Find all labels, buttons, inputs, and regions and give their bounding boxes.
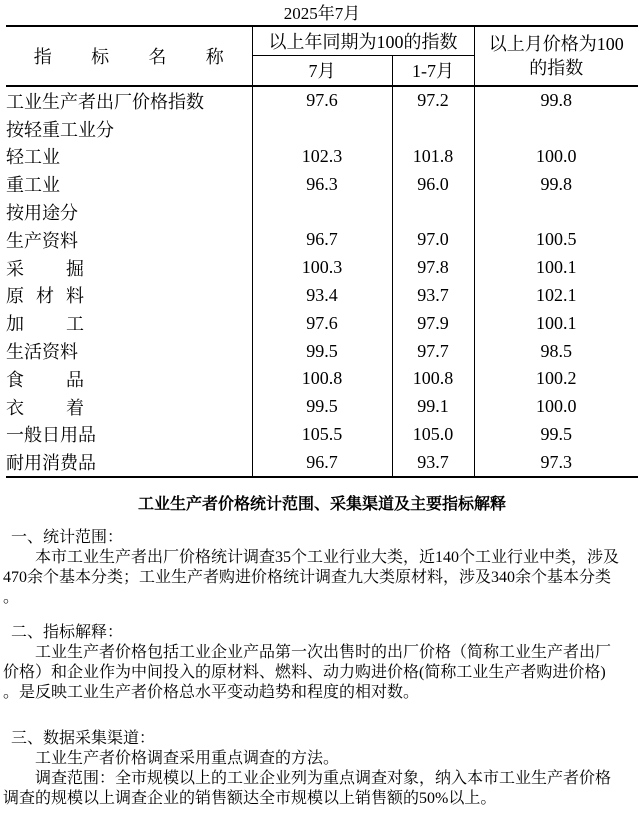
table-header bbox=[6, 26, 638, 86]
table-row bbox=[6, 448, 638, 477]
row-value: 99.8 bbox=[474, 170, 638, 198]
notes bbox=[0, 528, 644, 809]
row-value: 93.4 bbox=[252, 282, 392, 310]
note-section-heading: 二、指标解释： bbox=[11, 624, 124, 642]
row-value: 105.5 bbox=[252, 421, 392, 449]
row-value: 97.3 bbox=[474, 448, 638, 477]
header-indicator-name: 指标名称 bbox=[33, 47, 224, 67]
row-value: 100.1 bbox=[474, 309, 638, 337]
note-section-collection bbox=[3, 729, 641, 809]
row-value: 100.8 bbox=[392, 365, 474, 393]
row-value: 97.0 bbox=[392, 226, 474, 254]
row-value: 102.1 bbox=[474, 282, 638, 310]
note-line: 470余个基本分类；工业生产者购进价格统计调查九大类原材料，涉及340余个基本分类 bbox=[3, 569, 612, 587]
row-value bbox=[392, 198, 474, 226]
row-label: 耐用消费品 bbox=[6, 453, 96, 474]
row-value: 97.6 bbox=[252, 309, 392, 337]
row-value: 99.5 bbox=[252, 337, 392, 365]
header-yoy-group: 以上年同期为100的指数 bbox=[252, 26, 474, 55]
table-row bbox=[6, 337, 638, 365]
row-value: 96.7 bbox=[252, 448, 392, 477]
note-line: 工业生产者价格调查采用重点调查的方法。 bbox=[3, 750, 340, 768]
row-value: 98.5 bbox=[474, 337, 638, 365]
table-body bbox=[6, 86, 638, 477]
row-value bbox=[252, 198, 392, 226]
row-value bbox=[392, 115, 474, 143]
header-row-1 bbox=[6, 26, 638, 55]
row-label: 按用途分 bbox=[6, 203, 78, 224]
table-row bbox=[6, 309, 638, 337]
row-value: 97.6 bbox=[252, 86, 392, 115]
row-label: 一般日用品 bbox=[6, 425, 96, 446]
row-label: 食品 bbox=[6, 369, 84, 390]
header-mom-line2: 的指数 bbox=[529, 58, 584, 78]
note-line: 工业生产者价格包括工业企业产品第一次出售时的出厂价格（简称工业生产者出厂 bbox=[3, 644, 612, 662]
note-line: 调查的规模以上调查企业的销售额达全市规模以上销售额的50%以上。 bbox=[3, 790, 497, 808]
header-july: 7月 bbox=[252, 55, 392, 86]
row-label: 采掘 bbox=[6, 258, 84, 279]
table-row bbox=[6, 282, 638, 310]
table-row bbox=[6, 170, 638, 198]
header-mom-line1: 以上月价格为100 bbox=[488, 34, 624, 54]
row-value: 97.2 bbox=[392, 86, 474, 115]
row-value: 93.7 bbox=[392, 282, 474, 310]
row-label: 按轻重工业分 bbox=[6, 119, 114, 140]
row-value: 100.8 bbox=[252, 365, 392, 393]
note-line: 本市工业生产者出厂价格统计调查35个工业行业大类，近140个工业行业中类，涉及 bbox=[3, 549, 620, 567]
row-value: 100.5 bbox=[474, 226, 638, 254]
row-value: 105.0 bbox=[392, 421, 474, 449]
table-row bbox=[6, 393, 638, 421]
table-row bbox=[6, 254, 638, 282]
row-value: 102.3 bbox=[252, 143, 392, 171]
note-line: 。是反映工业生产者价格总水平变动趋势和程度的相对数。 bbox=[3, 684, 420, 702]
row-label: 生活资料 bbox=[6, 342, 78, 363]
note-section-scope bbox=[3, 528, 641, 608]
row-label: 衣着 bbox=[6, 397, 84, 418]
table-row bbox=[6, 115, 638, 143]
row-label: 重工业 bbox=[6, 175, 60, 196]
notes-title: 工业生产者价格统计范围、采集渠道及主要指标解释 bbox=[137, 496, 506, 514]
row-value: 101.8 bbox=[392, 143, 474, 171]
row-value: 97.8 bbox=[392, 254, 474, 282]
row-value: 100.3 bbox=[252, 254, 392, 282]
note-section-definitions bbox=[3, 623, 641, 703]
row-label: 加工 bbox=[6, 314, 84, 335]
row-value: 97.9 bbox=[392, 309, 474, 337]
table-row bbox=[6, 198, 638, 226]
row-value: 96.3 bbox=[252, 170, 392, 198]
row-value: 100.2 bbox=[474, 365, 638, 393]
header-mom-index bbox=[474, 26, 638, 86]
row-label: 工业生产者出厂价格指数 bbox=[6, 91, 204, 112]
table-row bbox=[6, 365, 638, 393]
note-line: 调查范围：全市规模以上的工业企业列为重点调查对象，纳入本市工业生产者价格 bbox=[3, 770, 612, 788]
table-row bbox=[6, 421, 638, 449]
note-section-heading: 一、统计范围： bbox=[11, 529, 124, 547]
page-title: 2025年7月 bbox=[283, 4, 361, 23]
table-row bbox=[6, 86, 638, 115]
row-value: 96.7 bbox=[252, 226, 392, 254]
row-value: 99.1 bbox=[392, 393, 474, 421]
note-section-heading: 三、数据采集渠道： bbox=[11, 730, 156, 748]
row-value: 99.5 bbox=[474, 421, 638, 449]
row-value bbox=[252, 115, 392, 143]
table-row bbox=[6, 226, 638, 254]
row-label: 原材料 bbox=[6, 286, 84, 307]
row-value: 100.0 bbox=[474, 393, 638, 421]
ppi-table bbox=[6, 25, 638, 478]
row-value: 97.7 bbox=[392, 337, 474, 365]
header-jan-july: 1-7月 bbox=[392, 55, 474, 86]
note-line: 价格）和企业作为中间投入的原材料、燃料、动力购进价格(简称工业生产者购进价格) bbox=[3, 664, 606, 682]
note-line: 。 bbox=[3, 589, 20, 607]
row-value: 100.0 bbox=[474, 143, 638, 171]
row-label: 轻工业 bbox=[6, 147, 60, 168]
row-value bbox=[474, 198, 638, 226]
row-value: 99.5 bbox=[252, 393, 392, 421]
row-label: 生产资料 bbox=[6, 230, 78, 251]
row-value: 96.0 bbox=[392, 170, 474, 198]
table-container bbox=[0, 25, 644, 478]
table-row bbox=[6, 143, 638, 171]
row-value: 93.7 bbox=[392, 448, 474, 477]
row-value: 99.8 bbox=[474, 86, 638, 115]
row-value: 100.1 bbox=[474, 254, 638, 282]
row-value bbox=[474, 115, 638, 143]
